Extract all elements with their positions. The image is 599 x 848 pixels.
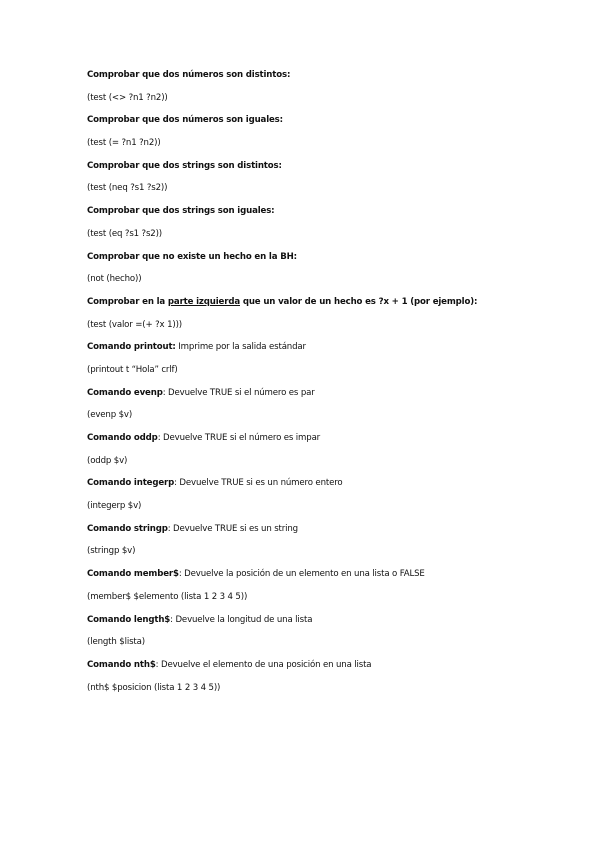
command-name: Comando evenp <box>87 387 163 398</box>
code-text: (printout t “Hola” crlf) <box>87 364 178 375</box>
command-description: : Devuelve la posición de un elemento en una lista o FALSE <box>178 569 425 580</box>
code-integerp <box>87 501 557 512</box>
command-name: Comando member$ <box>87 569 179 580</box>
underlined-text: parte izquierda <box>167 296 240 307</box>
code-text: (evenp $v) <box>87 410 133 421</box>
heading-text: Comprobar que dos números son distintos: <box>87 70 291 80</box>
heading-text: Comprobar que no existe un hecho en la BH: <box>87 251 297 262</box>
code-text: (oddp $v) <box>87 455 128 466</box>
code-text: (test (neq ?s1 ?s2)) <box>87 183 168 194</box>
code-left-side-check <box>87 320 557 331</box>
code-stringp <box>87 546 557 557</box>
heading-text: Comprobar que dos strings son distintos: <box>87 160 282 171</box>
code-text: (test (eq ?s1 ?s2)) <box>87 228 163 239</box>
code-fact-not-exists <box>87 274 557 285</box>
code-distinct-numbers <box>87 93 557 104</box>
code-printout <box>87 365 557 376</box>
code-oddp <box>87 456 557 467</box>
command-oddp <box>87 433 557 444</box>
code-text: (test (= ?n1 ?n2)) <box>87 138 161 149</box>
code-text: (not (hecho)) <box>87 274 142 285</box>
heading-equal-numbers <box>87 115 557 126</box>
command-description: : Devuelve TRUE si es un número entero <box>174 478 343 489</box>
heading-text-start: Comprobar en la <box>87 296 168 307</box>
command-name: Comando oddp <box>87 433 158 443</box>
code-text: (member$ $elemento (lista 1 2 3 4 5)) <box>87 591 248 602</box>
heading-text: Comprobar que dos strings son iguales: <box>87 206 275 217</box>
code-equal-strings <box>87 229 557 240</box>
command-name: Comando length$ <box>87 614 171 625</box>
heading-distinct-strings <box>87 161 557 172</box>
code-text: (length $lista) <box>87 637 145 648</box>
code-member <box>87 592 557 603</box>
command-description: : Devuelve la longitud de una lista <box>170 614 313 625</box>
command-evenp <box>87 388 557 399</box>
command-stringp <box>87 524 557 535</box>
heading-left-side-check <box>87 297 557 308</box>
command-length <box>87 615 557 626</box>
code-text: (test (valor =(+ ?x 1))) <box>87 319 182 330</box>
command-member <box>87 569 557 580</box>
code-text: (stringp $v) <box>87 546 136 557</box>
command-name: Comando stringp <box>87 523 168 534</box>
command-printout <box>87 342 557 353</box>
command-name: Comando integerp <box>87 478 175 489</box>
code-length <box>87 637 557 648</box>
command-description: Imprime por la salida estándar <box>175 342 306 353</box>
command-description: : Devuelve TRUE si el número es par <box>162 387 315 398</box>
document-body <box>87 70 557 705</box>
command-name: Comando nth$ <box>87 659 156 670</box>
command-description: : Devuelve TRUE si es un string <box>167 523 298 534</box>
code-text: (nth$ $posicion (lista 1 2 3 4 5)) <box>87 682 221 693</box>
code-equal-numbers <box>87 138 557 149</box>
heading-equal-strings <box>87 206 557 217</box>
heading-fact-not-exists <box>87 252 557 263</box>
command-description: : Devuelve el elemento de una posición en una lista <box>155 659 372 670</box>
code-evenp <box>87 410 557 421</box>
code-distinct-strings <box>87 183 557 194</box>
command-integerp <box>87 478 557 489</box>
heading-text: Comprobar que dos números son iguales: <box>87 115 283 126</box>
heading-text-end: que un valor de un hecho es ?x + 1 (por ejemplo): <box>239 296 478 307</box>
code-text: (integerp $v) <box>87 501 142 512</box>
command-nth <box>87 660 557 671</box>
command-description: : Devuelve TRUE si el número es impar <box>157 433 321 443</box>
heading-distinct-numbers <box>87 70 557 81</box>
code-text: (test (<> ?n1 ?n2)) <box>87 92 168 103</box>
command-name: Comando printout: <box>87 342 176 353</box>
code-nth <box>87 683 557 694</box>
